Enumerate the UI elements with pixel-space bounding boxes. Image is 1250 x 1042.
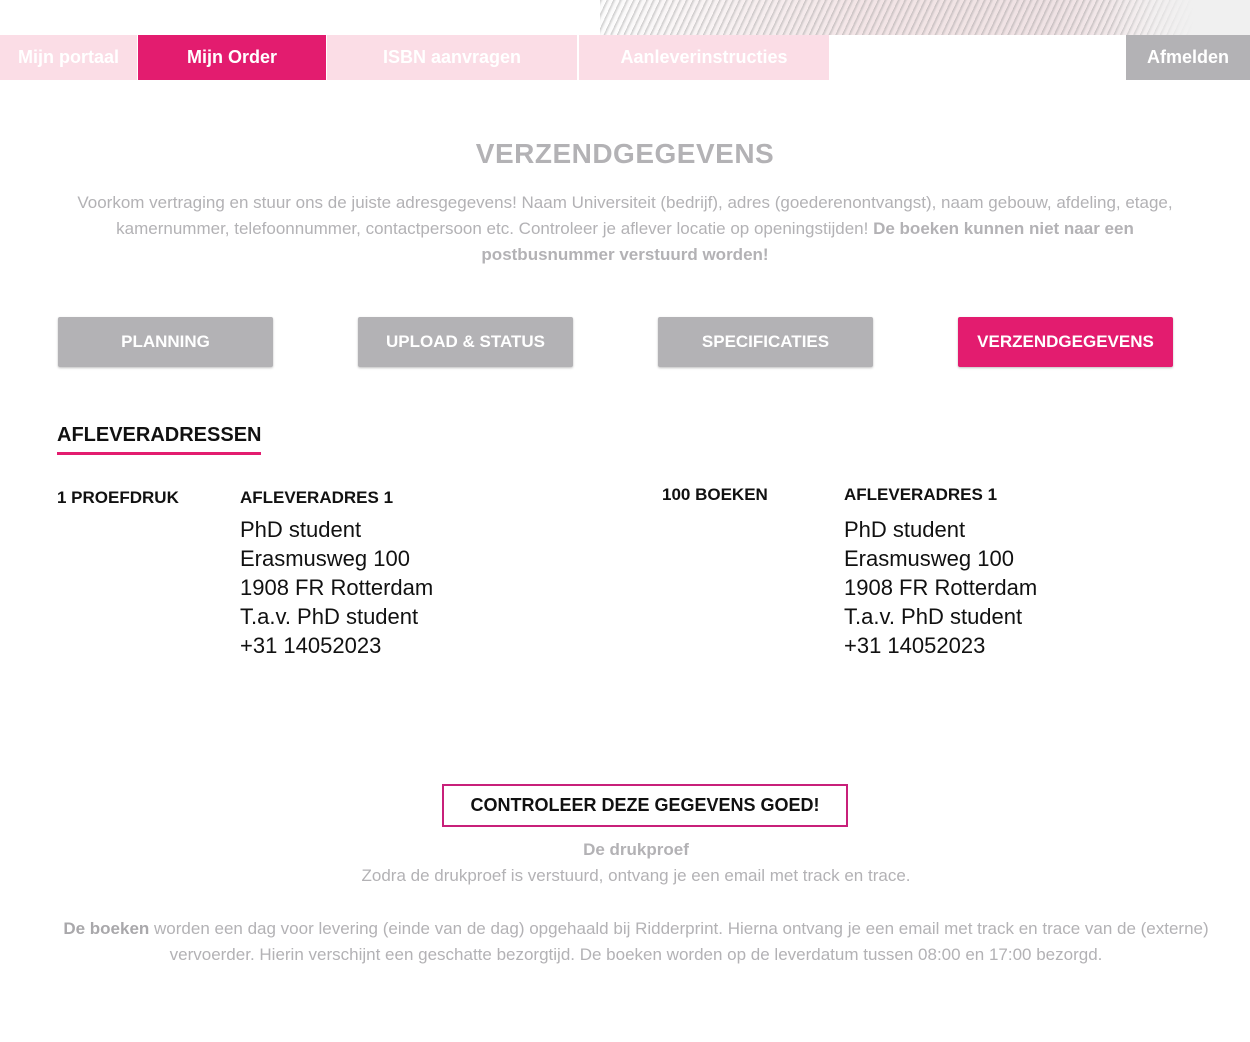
top-banner (0, 0, 1250, 35)
quantity-proefdruk: 1 PROEFDRUK (57, 488, 179, 507)
logout-button[interactable]: Afmelden (1126, 35, 1250, 80)
address-line: +31 14052023 (844, 633, 986, 658)
books-delivery-regular: worden een dag voor levering (einde van de dag) opgehaald bij Ridderprint. Hierna ontvang je een email met track en trace van de (externe) vervoerder. Hierin verschijnt een geschatte bezorgtijd. De boeken worden op de leverdatum tussen 08:00 en 17:00 bezorgd. (154, 919, 1209, 964)
step-button-verzendgegevens[interactable]: VERZENDGEGEVENS (958, 317, 1173, 367)
address-line: PhD student (240, 517, 362, 542)
address-block-left (240, 515, 433, 660)
books-delivery-text (60, 916, 1212, 968)
quantity-boeken: 100 BOEKEN (662, 485, 768, 504)
address-line: 1908 FR Rotterdam (240, 575, 434, 600)
intro-text-regular: Voorkom vertraging en stuur ons de juiste adresgegevens! Naam Universiteit (bedrijf), adres (goederenontvangst), naam gebouw, afdeling, etage, kamernummer, telefoonnummer, contactpersoon etc. Controleer je aflever locatie op openingstijden! (77, 193, 1173, 238)
address-line: Erasmusweg 100 (844, 546, 1014, 571)
nav-item-isbn-aanvragen[interactable]: ISBN aanvragen (327, 35, 577, 80)
nav-item-aanleverinstructies[interactable]: Aanleverinstructies (579, 35, 829, 80)
intro-text (70, 190, 1180, 268)
step-button-planning[interactable]: PLANNING (58, 317, 273, 367)
step-button-upload-status[interactable]: UPLOAD & STATUS (358, 317, 573, 367)
intro-text-bold: De boeken kunnen niet naar een postbusnummer verstuurd worden! (481, 219, 1134, 264)
check-details-notice: CONTROLEER DEZE GEGEVENS GOED! (442, 784, 848, 827)
books-delivery-bold: De boeken (63, 919, 150, 938)
banner-book-pages-image (600, 0, 1250, 35)
address-line: 1908 FR Rotterdam (844, 575, 1038, 600)
proof-text: Zodra de drukproef is verstuurd, ontvang je een email met track en trace. (361, 866, 911, 885)
step-button-specificaties[interactable]: SPECIFICATIES (658, 317, 873, 367)
nav-item-mijn-portaal[interactable]: Mijn portaal (0, 35, 137, 80)
address-title-left: AFLEVERADRES 1 (240, 488, 394, 507)
address-title-right: AFLEVERADRES 1 (844, 485, 998, 504)
address-line: +31 14052023 (240, 633, 382, 658)
address-line: Erasmusweg 100 (240, 546, 410, 571)
proof-heading: De drukproef (583, 840, 689, 859)
nav-item-mijn-order[interactable]: Mijn Order (138, 35, 326, 80)
address-block-right (844, 515, 1037, 660)
section-title-afleveradressen: AFLEVERADRESSEN (57, 424, 261, 455)
main-nav (0, 35, 1250, 80)
address-line: PhD student (844, 517, 966, 542)
address-line: T.a.v. PhD student (240, 604, 419, 629)
address-line: T.a.v. PhD student (844, 604, 1023, 629)
page-title: VERZENDGEGEVENS (475, 138, 775, 169)
